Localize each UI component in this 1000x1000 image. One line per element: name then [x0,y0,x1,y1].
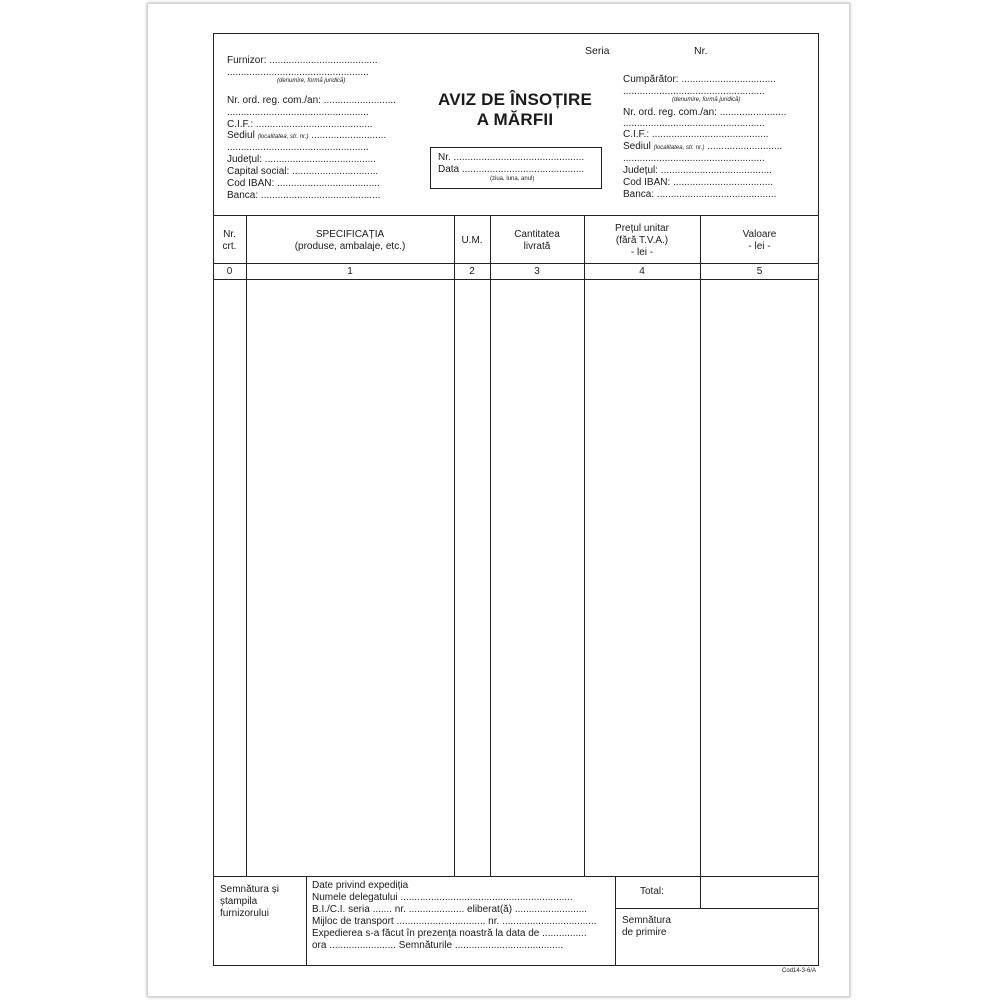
box-nr-field: Nr. ............................................... [438,152,585,163]
col-header-line: SPECIFICAȚIA [315,229,385,240]
supplier-judetul-field: Județul: ........................................ [227,154,376,165]
box-data-field: Data ............................................ [438,164,585,175]
expeditie-line: Date privind expediția [312,880,409,891]
buyer-dotted-line: ................................................... [623,86,765,97]
sediul-label: Sediul [227,130,255,141]
footer-divider-2 [615,876,616,966]
col-divider-2 [454,215,455,876]
col-header-line: Nr. [223,229,236,240]
col-divider-4 [584,215,585,876]
expeditie-line: B.I./C.I. seria ....... nr. .................... eliberat(ă) .......................... [312,904,588,915]
col-header-nr-crt [213,229,246,253]
nr-label: Nr. [694,45,708,57]
supplier-dotted-line-2: ................................................... [227,142,369,153]
total-label: Total: [640,886,664,897]
supplier-nr-ord-field: Nr. ord. reg. com./an: .......................... [227,95,396,106]
col-header-cantitatea [490,229,584,253]
buyer-judetul-field: Județul: ........................................ [623,165,772,176]
buyer-nr-ord-field: Nr. ord. reg. com./an: ........................ [623,107,787,118]
box-date-hint: (ziua, luna, anul) [490,176,535,182]
body-bottom-line [213,876,819,877]
col-header-line: crt. [222,241,237,252]
table-top-line [213,215,819,216]
buyer-dotted-line-2: ................................................... [623,118,765,129]
col-index-3: 3 [534,266,540,277]
cumparator-field: Cumpărător: .................................. [623,74,776,85]
supplier-capital-field: Capital social: ............................... [227,166,379,177]
col-header-pretul-unitar [584,223,700,259]
col-header-line: (fără T.V.A.) [615,235,669,246]
footer-divider-3 [700,876,701,908]
sediul-hint: (localitatea, str. nr.) [653,145,705,151]
supplier-iban-field: Cod IBAN: ..................................... [227,178,380,189]
receipt-line: Semnătura [622,915,671,926]
form-code: Cod14-3-6/A [782,968,817,974]
col-header-line: - lei - [630,247,654,258]
expeditie-line: ora ........................ Semnăturile ....................................... [312,940,564,951]
receipt-signature-label [622,915,671,939]
buyer-banca-field: Banca: ........................................... [623,189,777,200]
col-header-line: Valoare [742,229,777,240]
col-header-valoare [700,229,819,253]
col-index-1: 1 [347,266,353,277]
col-index-2: 2 [469,266,475,277]
furnizor-hint: (denumire, formă juridică) [277,78,346,84]
col-header-line: livrată [523,241,551,252]
sediul-dots: ........................... [311,130,387,141]
sediul-dots: ........................... [707,141,783,152]
col-header-line: Cantitatea [514,229,560,240]
furnizor-line: ................................................... [227,67,369,78]
col-divider-5 [700,215,701,876]
footer-total-bottom-line [615,908,819,909]
col-divider-1 [246,215,247,876]
col-header-specificatia [246,229,454,253]
supplier-banca-field: Banca: ........................................... [227,190,381,201]
sediul-label: Sediul [623,141,651,152]
col-header-line: (produse, ambalaje, etc.) [294,241,406,252]
expeditie-line: Mijloc de transport ................................ nr. .................................. [312,916,597,927]
expeditie-section [312,880,597,952]
supplier-cif-field: C.I.F.: .......................................... [227,119,373,130]
document-title [420,90,610,130]
buyer-sediul-field [623,141,782,153]
col-divider-3 [490,215,491,876]
receipt-line: de primire [622,927,667,938]
col-header-line: - lei - [748,241,771,252]
col-header-line: U.M. [461,235,483,246]
furnizor-field: Furnizor: ....................................... [227,55,378,66]
supplier-sediul-field [227,130,386,142]
signature-line: furnizorului [220,908,269,919]
expeditie-line: Numele delegatului .............................................................. [312,892,573,903]
buyer-cif-field: C.I.F.: .......................................... [623,129,769,140]
supplier-dotted-line: ................................................... [227,107,369,118]
col-header-um [454,235,490,247]
signature-line: ștampila [220,896,258,907]
title-line-2: A MĂRFII [476,110,554,129]
signature-line: Semnătura și [220,884,279,895]
col-index-0: 0 [226,266,233,277]
buyer-iban-field: Cod IBAN: .................................... [623,177,774,188]
col-index-5: 5 [756,266,763,277]
seria-label: Seria [585,45,610,57]
expeditie-line: Expedierea s-a făcut în prezența noastră la data de ................ [312,928,587,939]
buyer-hint: (denumire, formă juridică) [672,97,741,103]
footer-divider-1 [306,876,307,966]
title-line-1: AVIZ DE ÎNSOȚIRE [437,90,592,109]
header-bottom-line [213,263,819,264]
sediul-hint: (localitatea, str. nr.) [257,134,309,140]
index-row-bottom-line [213,279,819,280]
buyer-dotted-line-3: ................................................... [623,153,765,164]
supplier-signature-label [220,884,279,920]
col-header-line: Prețul unitar [615,223,669,234]
col-index-4: 4 [639,266,645,277]
